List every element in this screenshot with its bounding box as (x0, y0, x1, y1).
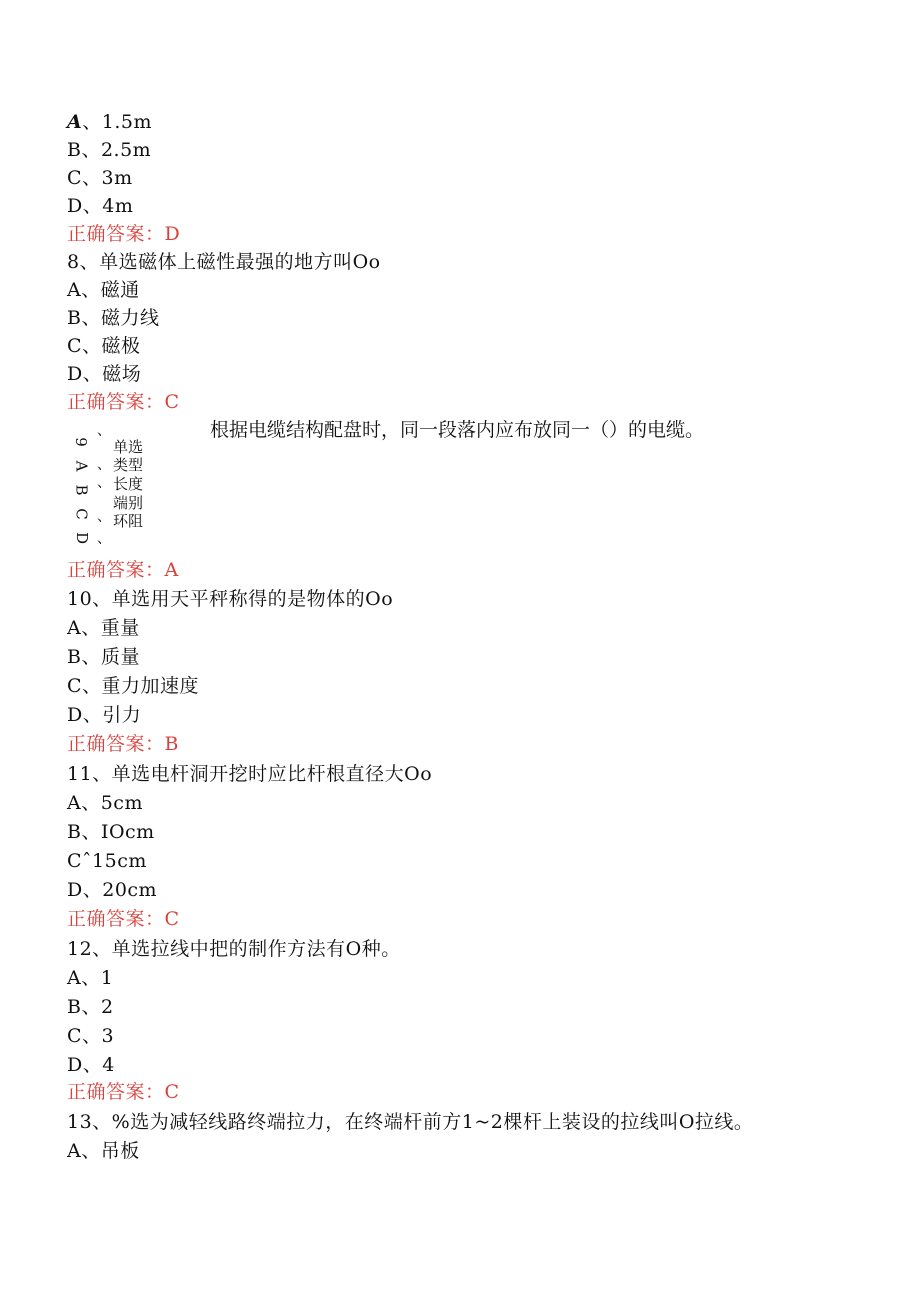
option-line: B、2 (67, 996, 114, 1018)
rotated-label: 9 (71, 437, 90, 447)
option-line: B、IOcm (67, 821, 155, 843)
option-line: A、吊板 (67, 1140, 140, 1162)
option-line: A、重量 (67, 617, 140, 639)
answer-line: 正确答案：D (67, 223, 181, 245)
option-line: D、4m (67, 195, 134, 217)
separator-mark: 、 (97, 531, 111, 547)
separator-mark: 、 (97, 423, 111, 439)
question-stem: 8、单选磁体上磁性最强的地方叫Oo (67, 251, 381, 273)
rotated-label: B (72, 484, 91, 496)
option-line: 环阻 (113, 512, 144, 530)
question-stem: 13、%选为减轻线路终端拉力，在终端杆前方1~2棵杆上装设的拉线叫O拉线。 (67, 1111, 754, 1133)
option-line: 单选 (113, 438, 144, 456)
option-line: 长度 (113, 475, 144, 493)
answer-line: 正确答案：C (67, 1081, 180, 1103)
answer-line: 正确答案：B (67, 733, 179, 755)
option-line: B、质量 (67, 646, 140, 668)
answer-line: 正确答案：C (67, 391, 180, 413)
separator-mark: 、 (97, 509, 111, 525)
option-line: B、2.5m (67, 139, 152, 161)
rotated-label: A (72, 460, 91, 472)
option-line: A、1.5m (67, 111, 152, 133)
option-line: C、3m (67, 167, 133, 189)
option-line: C、磁极 (67, 335, 141, 357)
option-line: B、磁力线 (67, 307, 160, 329)
answer-line: 正确答案：A (67, 559, 179, 581)
option-line: A、磁通 (67, 279, 140, 301)
question-stem: 11、单选电杆洞开挖时应比杆根直径大Oo (67, 763, 433, 785)
option-line: D、磁场 (67, 363, 142, 385)
question-stem: 12、单选拉线中把的制作方法有O种。 (67, 938, 401, 960)
rotated-label: C (72, 508, 91, 520)
option-letter: A (67, 111, 83, 133)
answer-line: 正确答案：C (67, 908, 180, 930)
rotated-label: D (73, 531, 92, 545)
option-line: C、重力加速度 (67, 675, 200, 697)
separator-mark: 、 (97, 475, 111, 491)
option-line: D、4 (67, 1054, 115, 1076)
question-stem: 根据电缆结构配盘时，同一段落内应布放同一（）的电缆。 (210, 419, 705, 441)
question-stem: 10、单选用天平秤称得的是物体的Oo (67, 588, 394, 610)
option-line: 端别 (113, 494, 144, 512)
option-line: D、20cm (67, 879, 158, 901)
option-line: 类型 (113, 456, 144, 474)
option-line: Cˆ15cm (67, 850, 147, 872)
option-line: A、1 (67, 967, 114, 989)
option-line: D、引力 (67, 704, 142, 726)
option-line: C、3 (67, 1025, 115, 1047)
separator-mark: 、 (97, 457, 111, 473)
rotated-labels (62, 430, 102, 550)
option-line: A、5cm (67, 792, 143, 814)
